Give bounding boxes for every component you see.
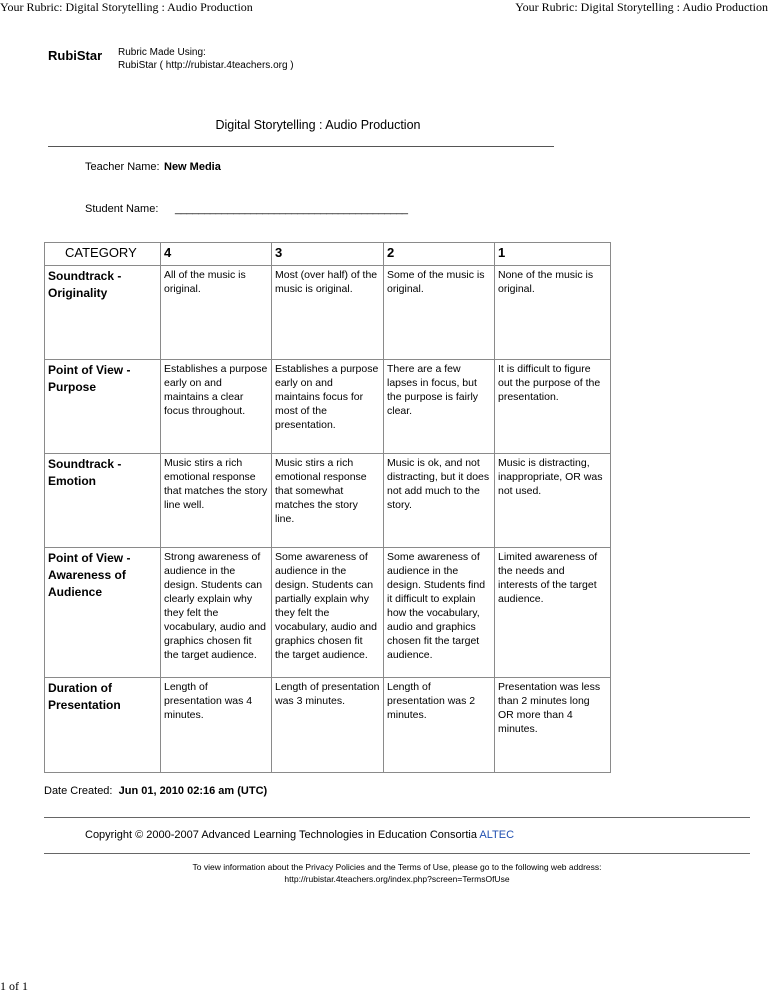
- table-row: [45, 454, 611, 548]
- table-cell: Music is ok, and not distracting, but it does not add much to the story.: [384, 454, 495, 548]
- header-score-4: 4: [161, 243, 272, 266]
- terms-url[interactable]: http://rubistar.4teachers.org/index.php?screen=TermsOfUse: [284, 874, 510, 884]
- rubric-table: [44, 242, 611, 773]
- table-cell: Music stirs a rich emotional response that somewhat matches the story line.: [272, 454, 384, 548]
- table-cell: Length of presentation was 4 minutes.: [161, 678, 272, 773]
- copyright-text: Copyright © 2000-2007 Advanced Learning Technologies in Education Consortia: [85, 829, 477, 841]
- table-cell: Presentation was less than 2 minutes long OR more than 4 minutes.: [495, 678, 611, 773]
- table-cell: It is difficult to figure out the purpose of the presentation.: [495, 360, 611, 454]
- teacher-name-label: Teacher Name:: [85, 161, 160, 173]
- row-category: Point of View - Purpose: [45, 360, 161, 454]
- student-name-blank: ________________________________________: [175, 203, 408, 215]
- teacher-name-value: New Media: [164, 161, 221, 173]
- table-cell: Music is distracting, inappropriate, OR was not used.: [495, 454, 611, 548]
- table-header-row: [45, 243, 611, 266]
- page-number: 1 of 1: [0, 979, 28, 993]
- table-row: [45, 360, 611, 454]
- privacy-notice: [44, 861, 750, 885]
- made-using-url: RubiStar ( http://rubistar.4teachers.org ): [118, 60, 294, 71]
- table-cell: There are a few lapses in focus, but the purpose is fairly clear.: [384, 360, 495, 454]
- made-using-label: Rubric Made Using:: [118, 47, 206, 58]
- table-cell: Some of the music is original.: [384, 266, 495, 360]
- table-cell: None of the music is original.: [495, 266, 611, 360]
- table-cell: Some awareness of audience in the design. Students find it difficult to explain how the vocabulary, audio and graphics chosen fit the target audience.: [384, 548, 495, 678]
- date-created: [44, 785, 267, 797]
- privacy-text: To view information about the Privacy Policies and the Terms of Use, please go to the following web address:: [192, 862, 602, 872]
- title-divider: [48, 146, 554, 147]
- header-score-2: 2: [384, 243, 495, 266]
- row-category: Point of View - Awareness of Audience: [45, 548, 161, 678]
- date-created-label: Date Created:: [44, 785, 113, 797]
- table-row: [45, 548, 611, 678]
- table-cell: Establishes a purpose early on and maintains a clear focus throughout.: [161, 360, 272, 454]
- altec-link[interactable]: ALTEC: [479, 829, 515, 841]
- table-cell: Most (over half) of the music is original.: [272, 266, 384, 360]
- table-cell: All of the music is original.: [161, 266, 272, 360]
- made-using-note: [118, 46, 294, 72]
- rubric-title: Digital Storytelling : Audio Production: [215, 118, 421, 132]
- print-header-title-right: Your Rubric: Digital Storytelling : Audio Production: [515, 0, 768, 14]
- table-row: [45, 266, 611, 360]
- table-row: [45, 678, 611, 773]
- print-header-title-left: Your Rubric: Digital Storytelling : Audio Production: [0, 0, 253, 14]
- header-category: CATEGORY: [45, 243, 161, 266]
- student-name-label: Student Name:: [85, 203, 159, 215]
- row-category: Soundtrack - Emotion: [45, 454, 161, 548]
- table-cell: Limited awareness of the needs and interests of the target audience.: [495, 548, 611, 678]
- date-created-value: Jun 01, 2010 02:16 am (UTC): [118, 785, 268, 797]
- table-cell: Strong awareness of audience in the design. Students can clearly explain why they felt the vocabulary, audio and graphics chosen fit the target audience.: [161, 548, 272, 678]
- table-cell: Establishes a purpose early on and maintains focus for most of the presentation.: [272, 360, 384, 454]
- header-score-1: 1: [495, 243, 611, 266]
- table-cell: Length of presentation was 2 minutes.: [384, 678, 495, 773]
- row-category: Duration of Presentation: [45, 678, 161, 773]
- row-category: Soundtrack - Originality: [45, 266, 161, 360]
- table-cell: Some awareness of audience in the design. Students can partially explain why they felt the vocabulary, audio and graphics chosen fit the target audience.: [272, 548, 384, 678]
- copyright-line: [85, 829, 514, 841]
- rubistar-logo: RubiStar: [48, 48, 103, 63]
- footer-divider-top: [44, 817, 750, 818]
- header-score-3: 3: [272, 243, 384, 266]
- footer-divider-bottom: [44, 853, 750, 854]
- table-cell: Length of presentation was 3 minutes.: [272, 678, 384, 773]
- table-cell: Music stirs a rich emotional response that matches the story line well.: [161, 454, 272, 548]
